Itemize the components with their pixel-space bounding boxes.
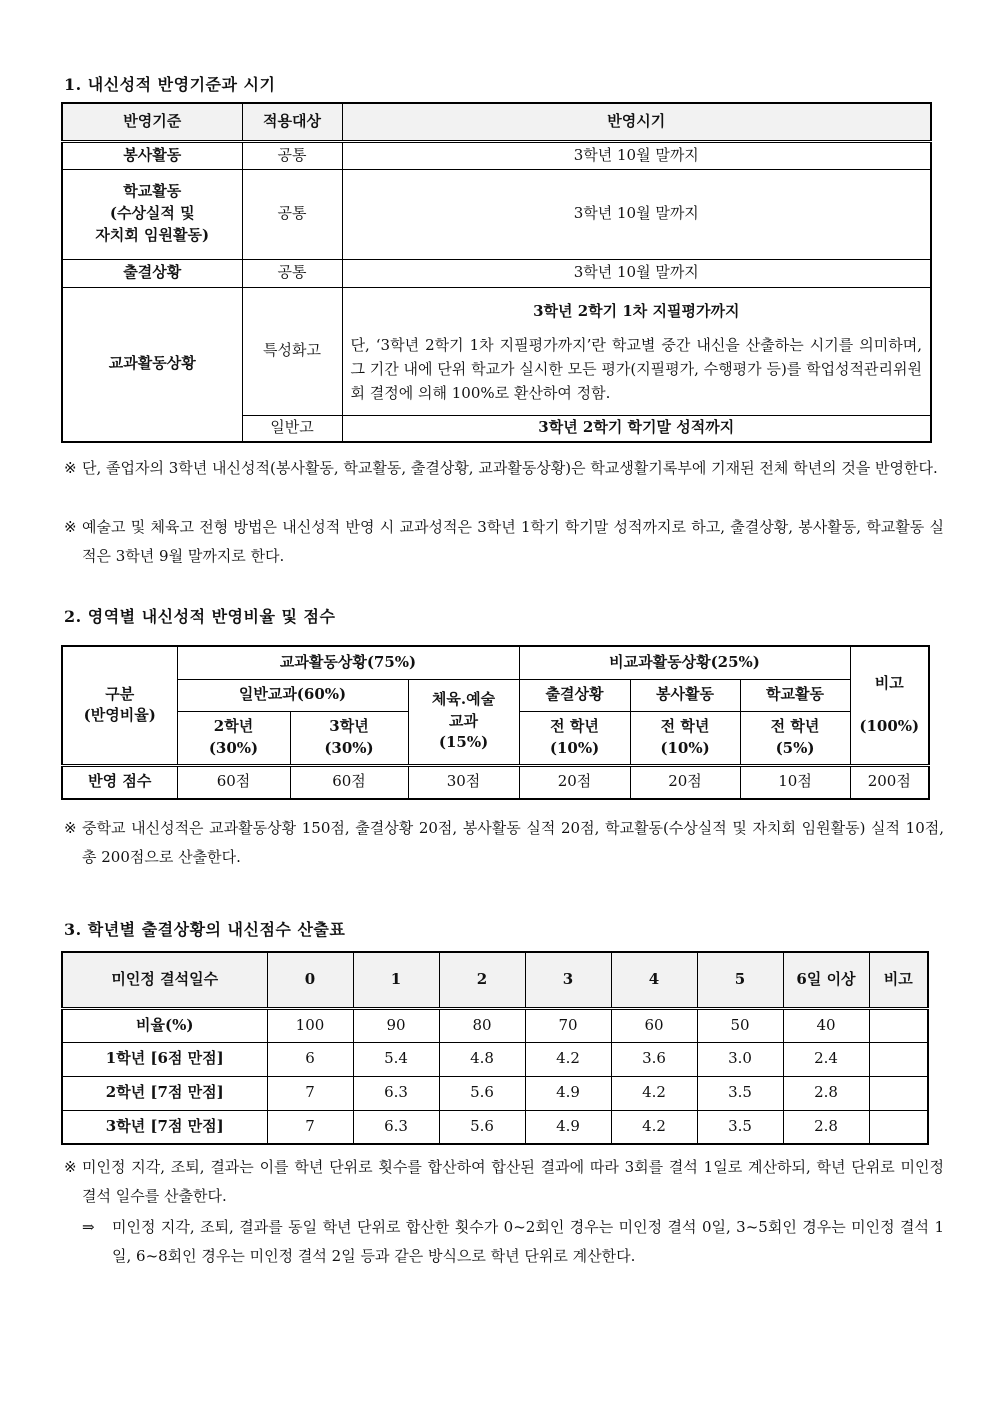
header-days-2: 2 [439, 952, 525, 1008]
note-tardiness-detail [82, 1213, 944, 1271]
header-remark-percent: (100%) [859, 717, 920, 736]
target-cell: 일반고 [242, 415, 342, 442]
value-cell: 4.8 [439, 1042, 525, 1076]
table-row [62, 287, 931, 415]
reference-mark-icon: ※ [64, 518, 77, 536]
header-days-0: 0 [267, 952, 353, 1008]
reflection-criteria-table [61, 102, 932, 443]
row-label: 1학년 [6점 만점] [62, 1042, 267, 1076]
special-timing-title: 3학년 2학기 1차 지필평가까지 [533, 302, 740, 321]
header-remark-label: 비고 [874, 673, 904, 692]
reference-mark-icon: ※ [64, 1158, 77, 1176]
header-arts-line: 체육.예술 [431, 689, 496, 708]
section1-title: 1. 내신성적 반영기준과 시기 [64, 75, 276, 94]
header-grade3 [290, 711, 408, 765]
score-cell: 10점 [740, 765, 850, 799]
header-attendance-sub [519, 711, 630, 765]
header-school-activity: 학교활동 [740, 679, 850, 711]
table-row [62, 1076, 928, 1110]
table-row [62, 141, 931, 169]
criterion-cell [62, 169, 242, 259]
header-volunteer-sub [630, 711, 740, 765]
header-line: 전 학년 [770, 716, 820, 735]
header-arts-sports-subject [408, 679, 519, 765]
row-label: 비율(%) [62, 1008, 267, 1042]
header-line: 3학년 [329, 716, 369, 735]
header-days-5: 5 [697, 952, 783, 1008]
header-category-sub: (반영비율) [83, 706, 156, 725]
score-cell: 30점 [408, 765, 519, 799]
criterion-line: (수상실적 및 [109, 204, 195, 223]
score-cell: 60점 [177, 765, 290, 799]
timing-cell: 3학년 10월 말까지 [342, 169, 931, 259]
value-cell: 4.2 [525, 1042, 611, 1076]
value-cell: 3.0 [697, 1042, 783, 1076]
table-row [62, 259, 931, 287]
value-cell: 60 [611, 1008, 697, 1042]
value-cell: 3.5 [697, 1110, 783, 1144]
value-cell: 70 [525, 1008, 611, 1042]
value-cell: 80 [439, 1008, 525, 1042]
special-timing-note: 단, ‘3학년 2학기 1차 지필평가까지’란 학교별 중간 내신을 산출하는 시기를 의미하며, 그 기간 내에 단위 학교가 실시한 모든 평가(지필평가, 수행평가 등)를 학업성적관리위원회 결정에 의해 100%로 환산하여 정함. [350, 335, 922, 402]
criterion-cell: 출결상황 [62, 259, 242, 287]
value-cell: 6 [267, 1042, 353, 1076]
target-cell: 공통 [242, 141, 342, 169]
header-category [62, 646, 177, 765]
timing-cell: 3학년 10월 말까지 [342, 259, 931, 287]
timing-cell: 3학년 2학기 학기말 성적까지 [342, 415, 931, 442]
timing-cell [342, 287, 931, 415]
score-cell: 20점 [519, 765, 630, 799]
header-grade2 [177, 711, 290, 765]
header-absence-days: 미인정 결석일수 [62, 952, 267, 1008]
value-cell: 50 [697, 1008, 783, 1042]
header-nonsubject-activity: 비교과활동상황(25%) [519, 646, 850, 679]
header-line: (10%) [549, 738, 600, 757]
value-cell: 5.4 [353, 1042, 439, 1076]
value-cell: 100 [267, 1008, 353, 1042]
header-line: 2학년 [213, 716, 254, 735]
remark-cell [869, 1042, 928, 1076]
target-cell: 공통 [242, 259, 342, 287]
score-label: 반영 점수 [62, 765, 177, 799]
value-cell: 4.2 [611, 1110, 697, 1144]
score-cell: 200점 [850, 765, 929, 799]
header-general-subject: 일반교과(60%) [177, 679, 408, 711]
value-cell: 3.6 [611, 1042, 697, 1076]
value-cell: 2.8 [783, 1110, 869, 1144]
header-line: 전 학년 [660, 716, 710, 735]
header-remark: 비고 [869, 952, 928, 1008]
score-cell: 60점 [290, 765, 408, 799]
reference-mark-icon: ※ [64, 819, 77, 837]
table-header-row [62, 646, 929, 679]
header-days-1: 1 [353, 952, 439, 1008]
note-text: 예술고 및 체육고 전형 방법은 내신성적 반영 시 교과성적은 3학년 1학기 학기말 성적까지로 하고, 출결상황, 봉사활동, 학교활동 실적은 3학년 9월 말까지로 한다. [82, 518, 944, 565]
remark-cell [869, 1076, 928, 1110]
note-arts-sports [64, 513, 944, 571]
section3-title: 3. 학년별 출결상황의 내신점수 산출표 [64, 920, 346, 939]
value-cell: 4.9 [525, 1076, 611, 1110]
value-cell: 3.5 [697, 1076, 783, 1110]
table-header-row [62, 952, 928, 1008]
value-cell: 7 [267, 1076, 353, 1110]
header-line: (30%) [324, 738, 374, 757]
double-arrow-icon: ⇒ [82, 1218, 95, 1236]
value-cell: 2.8 [783, 1076, 869, 1110]
header-days-3: 3 [525, 952, 611, 1008]
value-cell: 6.3 [353, 1110, 439, 1144]
header-criterion: 반영기준 [62, 103, 242, 141]
table-header-row [62, 679, 929, 711]
target-cell: 특성화고 [242, 287, 342, 415]
criterion-cell: 봉사활동 [62, 141, 242, 169]
criterion-cell: 교과활동상황 [62, 287, 242, 442]
criterion-line: 자치회 임원활동) [95, 225, 210, 244]
timing-cell: 3학년 10월 말까지 [342, 141, 931, 169]
reference-mark-icon: ※ [64, 459, 77, 477]
table-row [62, 765, 929, 799]
header-line: 전 학년 [550, 716, 599, 735]
table-header-row [62, 103, 931, 141]
criterion-line: 학교활동 [123, 182, 182, 201]
header-remark [850, 646, 929, 765]
header-days-6-plus: 6일 이상 [783, 952, 869, 1008]
note-middle-school [64, 814, 944, 872]
value-cell: 4.9 [525, 1110, 611, 1144]
header-target: 적용대상 [242, 103, 342, 141]
remark-cell [869, 1008, 928, 1042]
header-volunteer: 봉사활동 [630, 679, 740, 711]
value-cell: 90 [353, 1008, 439, 1042]
header-subject-activity: 교과활동상황(75%) [177, 646, 519, 679]
header-timing: 반영시기 [342, 103, 931, 141]
note-text: 미인정 지각, 조퇴, 결과를 동일 학년 단위로 합산한 횟수가 0~2회인 경우는 미인정 결석 0일, 3~5회인 경우는 미인정 결석 1일, 6~8회인 경우는 미인정 결석 2일 등과 같은 방식으로 학년 단위로 계산한다. [112, 1218, 944, 1265]
table-row [62, 1008, 928, 1042]
value-cell: 40 [783, 1008, 869, 1042]
row-label: 2학년 [7점 만점] [62, 1076, 267, 1110]
header-arts-line: (15%) [438, 733, 489, 752]
value-cell: 6.3 [353, 1076, 439, 1110]
value-cell: 5.6 [439, 1110, 525, 1144]
table-row [62, 1042, 928, 1076]
header-line: (30%) [208, 738, 259, 757]
target-cell: 공통 [242, 169, 342, 259]
section2-title: 2. 영역별 내신성적 반영비율 및 점수 [64, 607, 336, 626]
value-cell: 7 [267, 1110, 353, 1144]
table-row [62, 1110, 928, 1144]
header-category-label: 구분 [105, 684, 135, 703]
table-row [62, 169, 931, 259]
header-line: (5%) [775, 738, 815, 757]
header-attendance: 출결상황 [519, 679, 630, 711]
row-label: 3학년 [7점 만점] [62, 1110, 267, 1144]
remark-cell [869, 1110, 928, 1144]
value-cell: 5.6 [439, 1076, 525, 1110]
note-text: 단, 졸업자의 3학년 내신성적(봉사활동, 학교활동, 출결상황, 교과활동상황)은 학교생활기록부에 기재된 전체 학년의 것을 반영한다. [82, 459, 938, 477]
value-cell: 2.4 [783, 1042, 869, 1076]
header-arts-line: 교과 [449, 711, 478, 730]
note-tardiness [64, 1153, 944, 1211]
note-text: 미인정 지각, 조퇴, 결과는 이를 학년 단위로 횟수를 합산하여 합산된 결과에 따라 3회를 결석 1일로 계산하되, 학년 단위로 미인정 결석 일수를 산출한다. [82, 1158, 944, 1205]
ratio-score-table [61, 645, 930, 800]
header-school-sub [740, 711, 850, 765]
note-graduates [64, 454, 944, 483]
header-line: (10%) [660, 738, 710, 757]
note-text: 중학교 내신성적은 교과활동상황 150점, 출결상황 20점, 봉사활동 실적 20점, 학교활동(수상실적 및 자치회 임원활동) 실적 10점, 총 200점으로 산출한다. [82, 819, 944, 866]
value-cell: 4.2 [611, 1076, 697, 1110]
header-days-4: 4 [611, 952, 697, 1008]
attendance-score-table [61, 951, 929, 1145]
score-cell: 20점 [630, 765, 740, 799]
